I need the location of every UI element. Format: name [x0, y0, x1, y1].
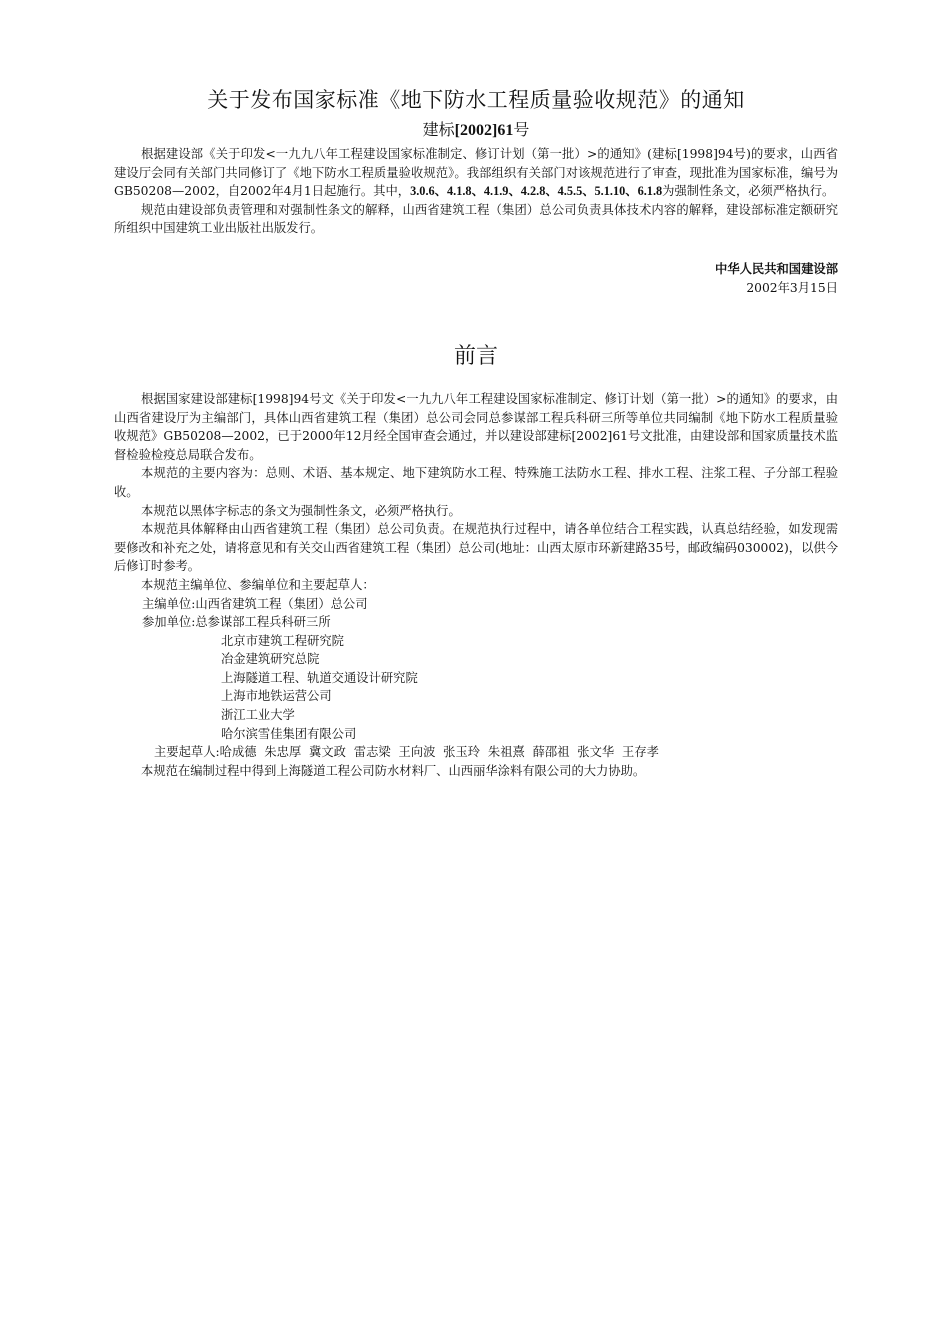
- chief-unit: 山西省建筑工程（集团）总公司: [195, 596, 368, 611]
- preface-paragraph-6: 本规范在编制过程中得到上海隧道工程公司防水材料厂、山西丽华涂料有限公司的大力协助。: [141, 763, 646, 778]
- notice-paragraph-2: 规范由建设部负责管理和对强制性条文的解释，山西省建筑工程（集团）总公司负责具体技术内容的解释，建设部标准定额研究所组织中国建筑工业出版社出版发行。: [114, 202, 838, 236]
- document-page: [114, 84, 838, 780]
- authors-list: 哈成德 朱忠厚 冀文政 雷志梁 王向波 张玉玲 朱祖熹 薛邵祖 张文华 王存孝: [219, 745, 659, 760]
- preface-paragraph-3: 本规范以黑体字标志的条文为强制性条文，必须严格执行。: [141, 503, 461, 518]
- chief-unit-line: [114, 595, 838, 614]
- participating-unit: 总参谋部工程兵科研三所: [195, 615, 331, 630]
- preface-title: 前言: [453, 343, 498, 369]
- mandatory-clauses: 3.0.6、4.1.8、4.1.9、4.2.8、4.5.5、5.1.10、6.1.8: [410, 184, 663, 199]
- preface-paragraph-2: 本规范的主要内容为：总则、术语、基本规定、地下建筑防水工程、特殊施工法防水工程、排水工程、注浆工程、子分部工程验收。: [114, 466, 838, 499]
- preface-paragraph-1: 根据国家建设部建标[1998]94号文《关于印发<一九九八年工程建设国家标准制定、修订计划（第一批）>的通知》的要求，由山西省建设厅为主编部门，具体山西省建筑工程（集团）总公司会同总参谋部工程兵科研三所等单位共同编制《地下防水工程质量验收规范》GB50208—2002，已于2000年12月经全国审查会通过，并以建设部建标[2002]61号文批准，由建设部和国家质量技术监督检验检疫总局联合发布。: [114, 391, 838, 462]
- authors-label: 主要起草人:: [154, 745, 220, 760]
- notice-title: 关于发布国家标准《地下防水工程质量验收规范》的通知: [207, 88, 745, 112]
- preface-paragraph-5: 本规范主编单位、参编单位和主要起草人：: [141, 577, 375, 592]
- preface-paragraph-4: 本规范具体解释由山西省建筑工程（集团）总公司负责。在规范执行过程中，请各单位结合工程实践，认真总结经验，如发现需要修改和补充之处，请将意见和有关交山西省建筑工程（集团）总公司(地址：山西太原市环新建路35号，邮政编码030002)，以供今后修订时参考。: [114, 522, 838, 574]
- signature-organization: 中华人民共和国建设部: [715, 261, 838, 276]
- notice-doc-number: [114, 118, 838, 143]
- notice-paragraph-1: [114, 145, 838, 201]
- notice-paragraph-1-text-b: 为强制性条文，必须严格执行。: [662, 184, 835, 199]
- participating-unit: 上海隧道工程、轨道交通设计研究院: [221, 670, 418, 685]
- participating-unit: 冶金建筑研究总院: [221, 652, 320, 667]
- chief-unit-label: 主编单位:: [142, 596, 196, 611]
- participating-unit: 上海市地铁运营公司: [221, 689, 332, 704]
- participating-unit: 哈尔滨雪佳集团有限公司: [221, 726, 357, 741]
- authors-line: [114, 743, 838, 762]
- doc-number-suffix: 号: [513, 120, 530, 139]
- participating-unit-line: [114, 613, 838, 632]
- participating-units-label: 参加单位:: [142, 615, 196, 630]
- signature-date: 2002年3月15日: [746, 280, 838, 295]
- notice-paragraph-1-text-a: 根据建设部《关于印发<一九九八年工程建设国家标准制定、修订计划（第一批）>的通知》(建标[1998]94号)的要求，山西省建设厅会同有关部门共同修订了《地下防水工程质量验收规范》。我部组织有关部门对该规范进行了审查，现批准为国家标准，编号为GB50208—2002，自2002年4月1日起施行。其中，: [114, 147, 838, 199]
- doc-number-prefix: 建标: [422, 120, 455, 139]
- participating-unit: 北京市建筑工程研究院: [221, 633, 344, 648]
- participating-unit: 浙江工业大学: [221, 708, 295, 723]
- doc-number-bold: [2002]61: [454, 122, 514, 139]
